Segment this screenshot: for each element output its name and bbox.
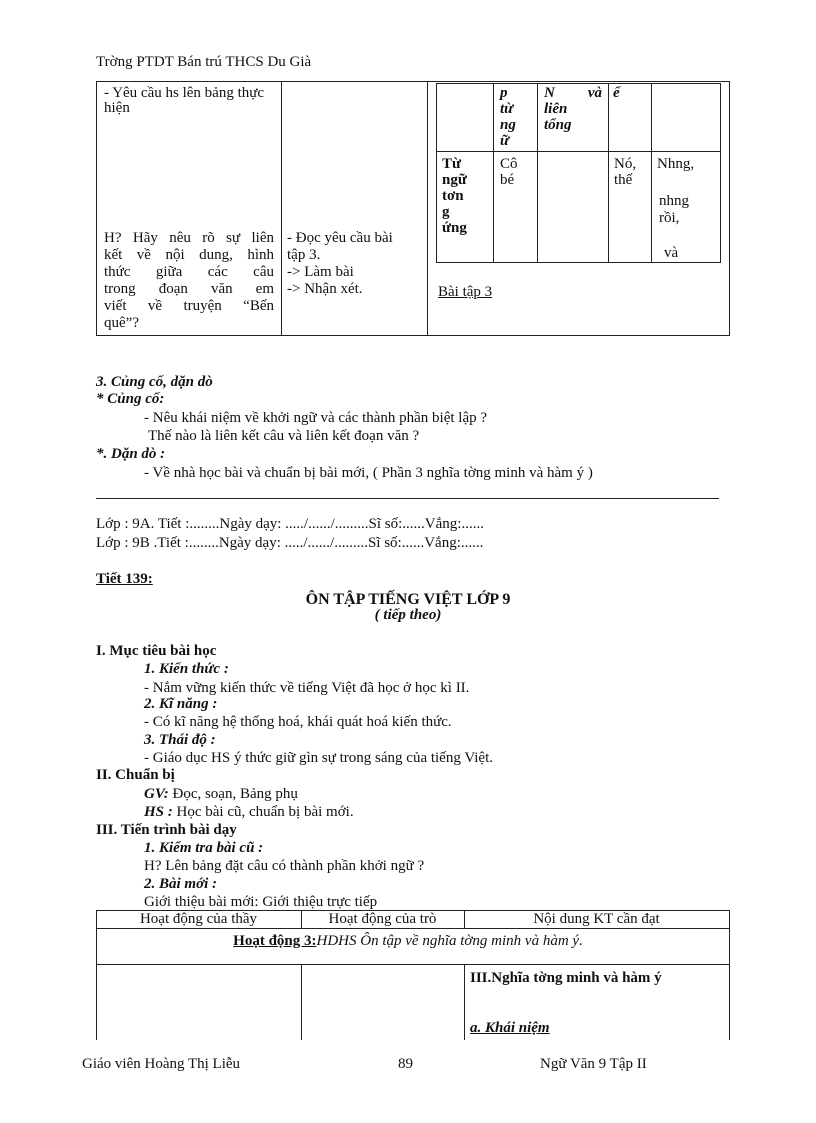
school-header: Trờng PTDT Bán trú THCS Du Già [96, 54, 312, 70]
lesson-subtitle: ( tiếp theo) [374, 607, 442, 623]
objectives-heading: I. Mục tiêu bài học [96, 643, 217, 659]
period-label: Tiết 139: [96, 571, 153, 587]
cungco-label: * Củng cố: [96, 391, 165, 407]
footer-book: Ngữ Văn 9 Tập II [540, 1056, 647, 1072]
cungco-line-1: - Nêu khái niệm về khởi ngữ và các thành phần biệt lập ? [144, 410, 488, 426]
attitude-text: - Giáo dục HS ý thức giữ gìn sự trong sáng của tiếng Việt. [144, 750, 493, 766]
dando-line: - Về nhà học bài và chuẩn bị bài mới, ( Phần 3 nghĩa tờng minh và hàm ý ) [144, 465, 593, 481]
class-9a-line: Lớp : 9A. Tiết :........Ngày dạy: ...../....../.........Sĩ số:......Vắng:...... [96, 516, 484, 532]
header-content: Nội dung KT cần đạt [533, 911, 660, 927]
activity-3-row: Hoạt động 3:HDHS Ôn tập về nghĩa tờng minh và hàm ý. [233, 933, 583, 949]
knowledge-text: - Nắm vững kiến thức về tiếng Việt đã học ở học kì II. [144, 680, 470, 696]
gv-line: GV: Đọc, soạn, Bảng phụ [144, 786, 298, 802]
skills-label: 2. Kĩ năng : [144, 696, 218, 712]
check-label: 1. Kiểm tra bài cũ : [144, 840, 264, 856]
preparation-heading: II. Chuẩn bị [96, 767, 175, 783]
skills-text: - Có kĩ năng hệ thống hoá, khái quát hoá kiến thức. [144, 714, 452, 730]
check-text: H? Lên bảng đặt câu có thành phần khởi ngữ ? [144, 858, 425, 874]
footer-teacher: Giáo viên Hoàng Thị Liễu [82, 1056, 241, 1072]
hs-line: HS : Học bài cũ, chuẩn bị bài mới. [144, 804, 354, 820]
class-9b-line: Lớp : 9B .Tiết :........Ngày dạy: ...../....../.........Sĩ số:......Vắng:...... [96, 535, 484, 551]
header-teacher-activity: Hoạt động của thầy [139, 911, 258, 927]
footer-page-number: 89 [398, 1056, 413, 1072]
consolidation-heading: 3. Củng cố, dặn dò [96, 374, 213, 390]
col1-request: - Yêu cầu hs lên bảng thực hiện [104, 85, 265, 116]
new-lesson-label: 2. Bài mới : [144, 876, 218, 892]
intro-text: Giới thiệu bài mới: Giới thiệu trực tiếp [144, 894, 378, 910]
dando-label: *. Dặn dò : [96, 446, 166, 462]
attitude-label: 3. Thái độ : [144, 732, 216, 748]
cungco-line-2: Thế nào là liên kết câu và liên kết đoạn văn ? [148, 428, 420, 444]
subsection-heading: a. Khái niệm [470, 1020, 550, 1036]
header-student-activity: Hoạt động của trò [328, 911, 437, 927]
lesson-title: ÔN TẬP TIẾNG VIỆT LỚP 9 [305, 591, 511, 608]
inner-header-col4: ế [613, 85, 620, 101]
process-heading: III. Tiến trình bài dạy [96, 822, 237, 838]
divider-line [96, 498, 719, 499]
knowledge-label: 1. Kiến thức : [144, 661, 229, 677]
section-heading: III.Nghĩa tờng minh và hàm ý [470, 970, 662, 986]
exercise-label: Bài tập 3 [438, 284, 493, 300]
